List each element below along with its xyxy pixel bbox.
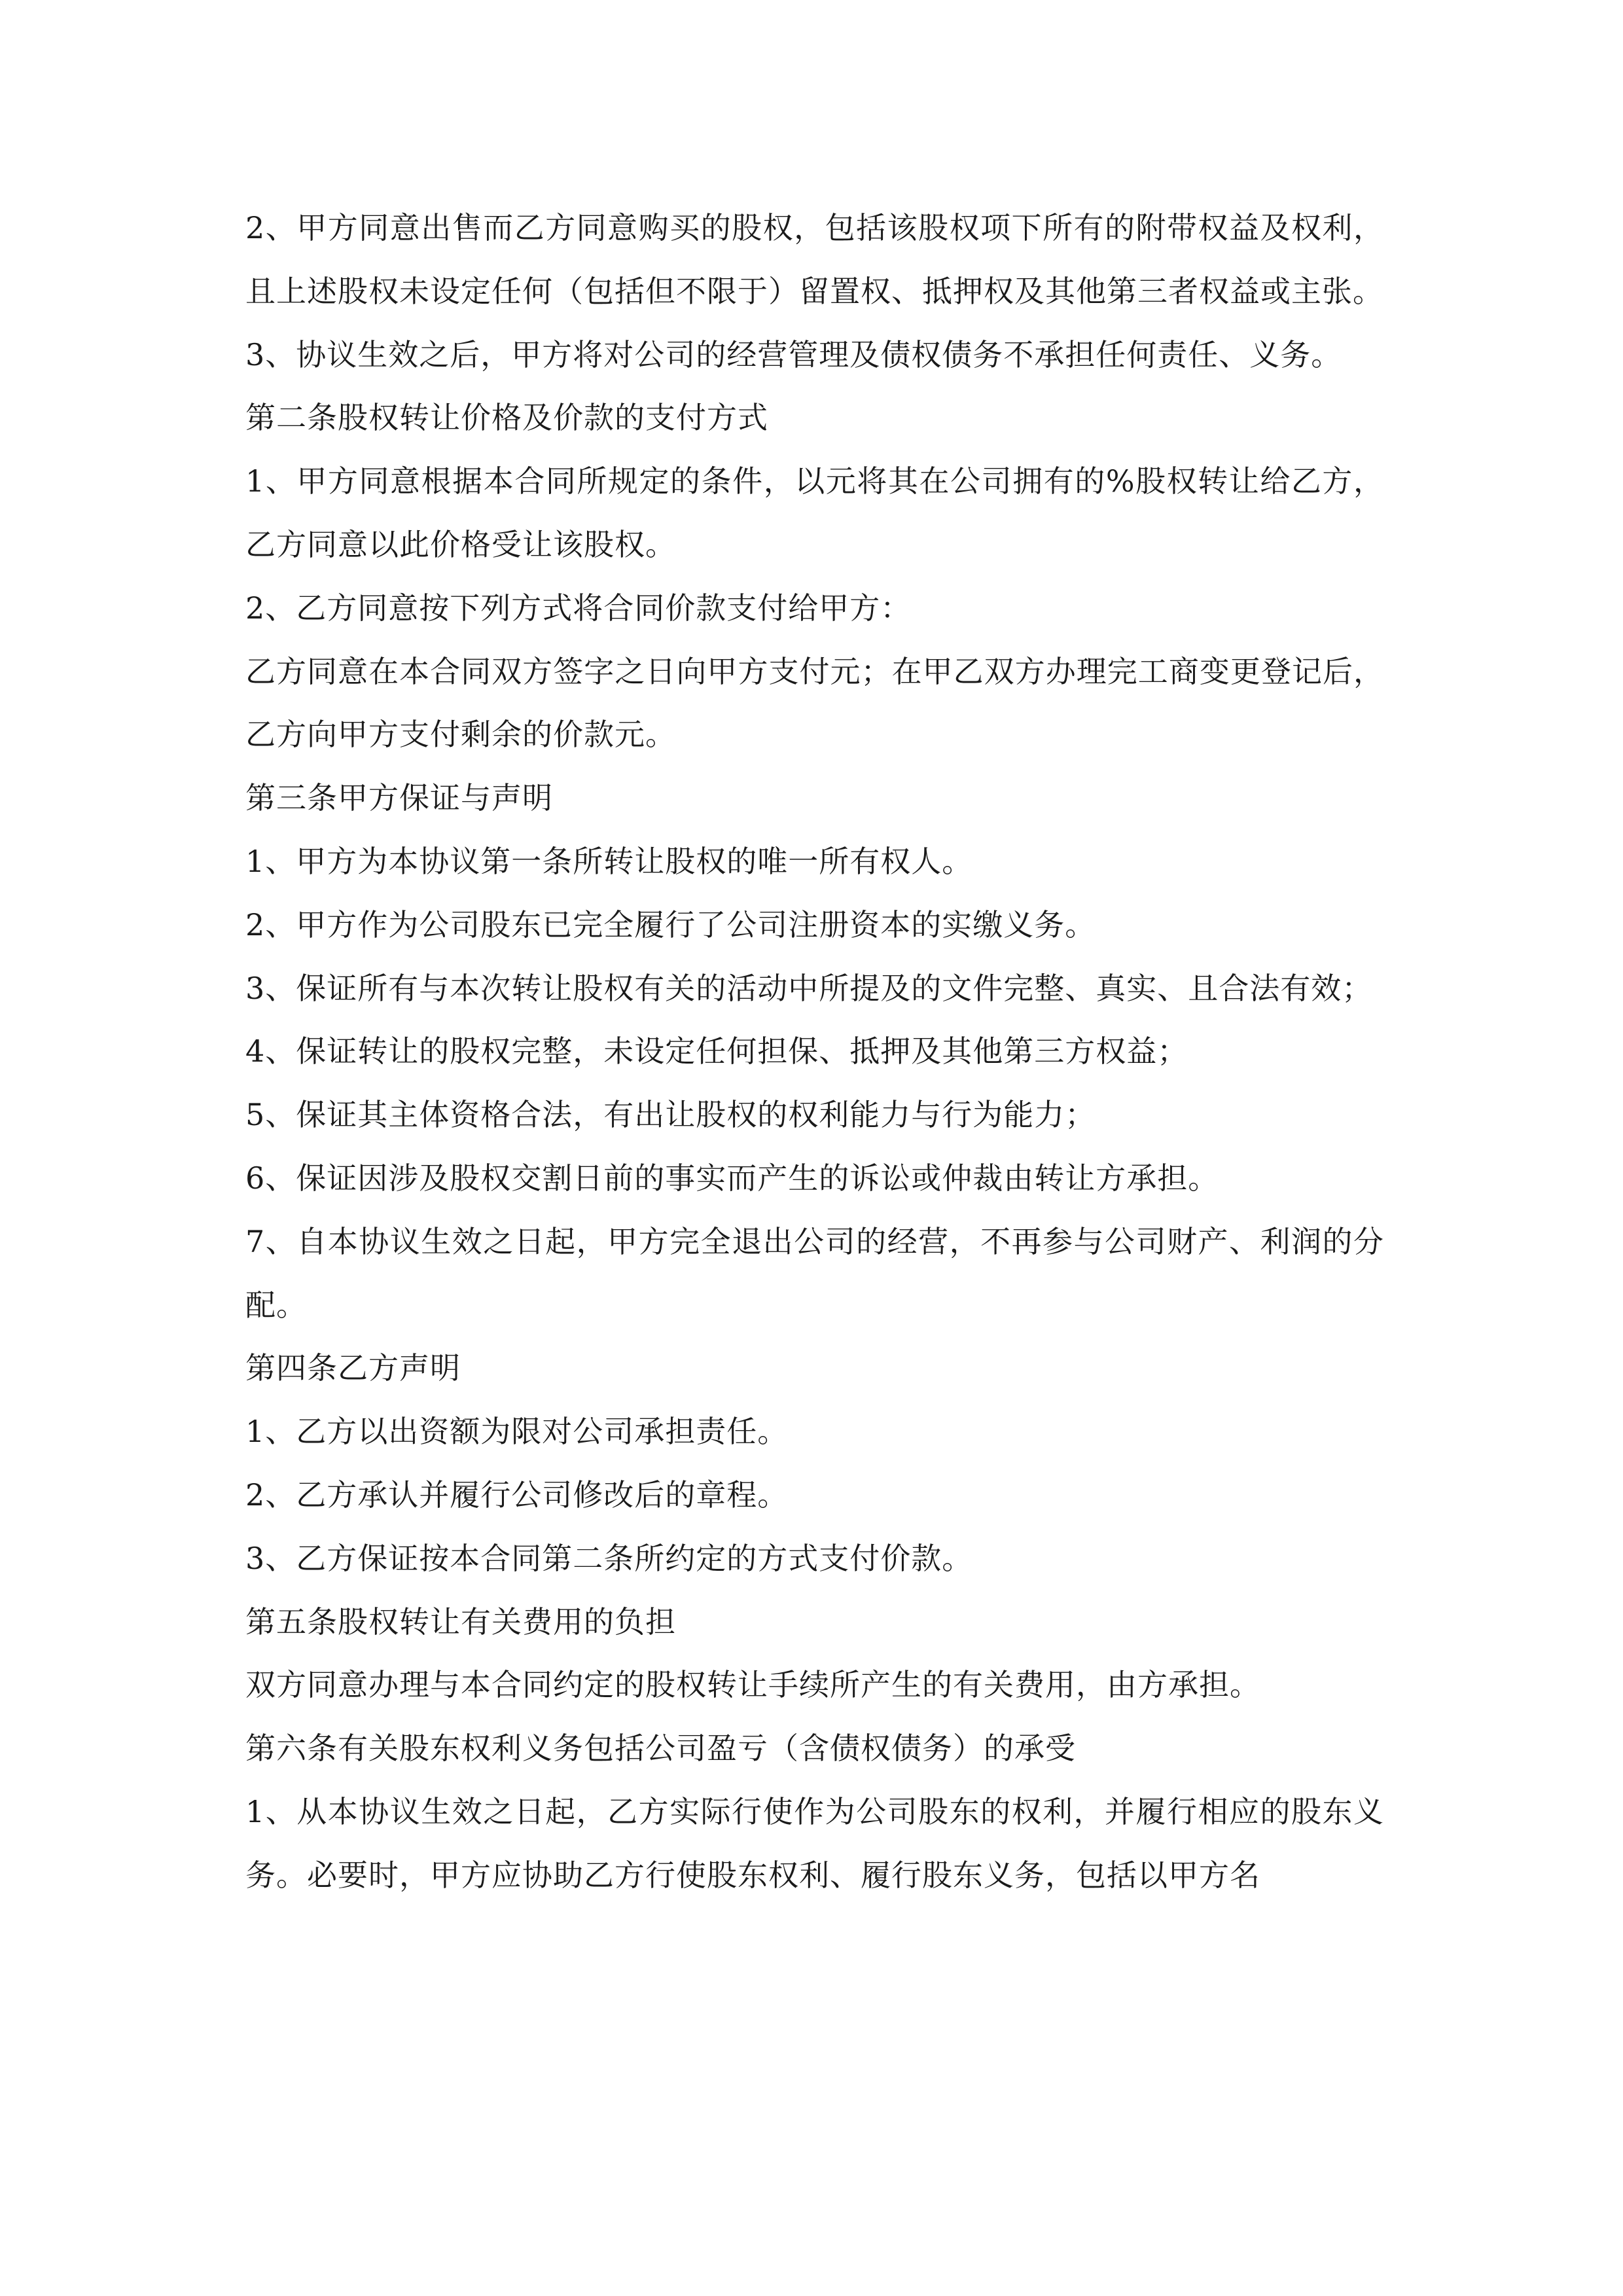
clause-5-body: 双方同意办理与本合同约定的股权转让手续所产生的有关费用，由方承担。 bbox=[245, 1667, 1260, 1703]
clause-4-item-3: 3、乙方保证按本合同第二条所约定的方式支付价款。 bbox=[245, 1540, 973, 1576]
clause-6-heading: 第六条有关股东权利义务包括公司盈亏（含债权债务）的承受 bbox=[245, 1731, 1076, 1767]
clause-3-item-1: 1、甲方为本协议第一条所转让股权的唯一所有权人。 bbox=[245, 843, 973, 879]
document-body bbox=[245, 196, 1384, 1907]
clause-3-item-7: 7、自本协议生效之日起，甲方完全退出公司的经营，不再参与公司财产、利润的分配。 bbox=[245, 1223, 1384, 1323]
clause-3-item-3: 3、保证所有与本次转让股权有关的活动中所提及的文件完整、真实、且合法有效； bbox=[245, 970, 1373, 1006]
clause-3-item-6: 6、保证因涉及股权交割日前的事实而产生的诉讼或仲裁由转让方承担。 bbox=[245, 1160, 1219, 1196]
clause-3-item-5: 5、保证其主体资格合法，有出让股权的权利能力与行为能力； bbox=[245, 1097, 1096, 1133]
clause-3-item-2: 2、甲方作为公司股东已完全履行了公司注册资本的实缴义务。 bbox=[245, 906, 1096, 942]
clause-2-item-2: 2、乙方同意按下列方式将合同价款支付给甲方： bbox=[245, 590, 912, 626]
clause-4-item-1: 1、乙方以出资额为限对公司承担责任。 bbox=[245, 1414, 789, 1450]
clause-6-item-1: 1、从本协议生效之日起，乙方实际行使作为公司股东的权利，并履行相应的股东义务。必要时，甲方应协助乙方行使股东权利、履行股东义务，包括以甲方名 bbox=[245, 1793, 1384, 1893]
clause-4-item-2: 2、乙方承认并履行公司修改后的章程。 bbox=[245, 1477, 789, 1513]
clause-3-item-4: 4、保证转让的股权完整，未设定任何担保、抵押及其他第三方权益； bbox=[245, 1033, 1188, 1069]
clause-3-heading: 第三条甲方保证与声明 bbox=[245, 780, 553, 816]
clause-2-heading: 第二条股权转让价格及价款的支付方式 bbox=[245, 400, 768, 436]
clause-1-item-3: 3、协议生效之后，甲方将对公司的经营管理及债权债务不承担任何责任、义务。 bbox=[245, 336, 1342, 372]
clause-5-heading: 第五条股权转让有关费用的负担 bbox=[245, 1604, 676, 1640]
clause-4-heading: 第四条乙方声明 bbox=[245, 1350, 461, 1386]
clause-2-item-1: 1、甲方同意根据本合同所规定的条件，以元将其在公司拥有的%股权转让给乙方，乙方同意以此价格受让该股权。 bbox=[245, 463, 1384, 562]
clause-1-item-2: 2、甲方同意出售而乙方同意购买的股权，包括该股权项下所有的附带权益及权利，且上述股权未设定任何（包括但不限于）留置权、抵押权及其他第三者权益或主张。 bbox=[245, 210, 1384, 309]
clause-2-payment-terms: 乙方同意在本合同双方签字之日向甲方支付元；在甲乙双方办理完工商变更登记后，乙方向甲方支付剩余的价款元。 bbox=[245, 653, 1384, 753]
